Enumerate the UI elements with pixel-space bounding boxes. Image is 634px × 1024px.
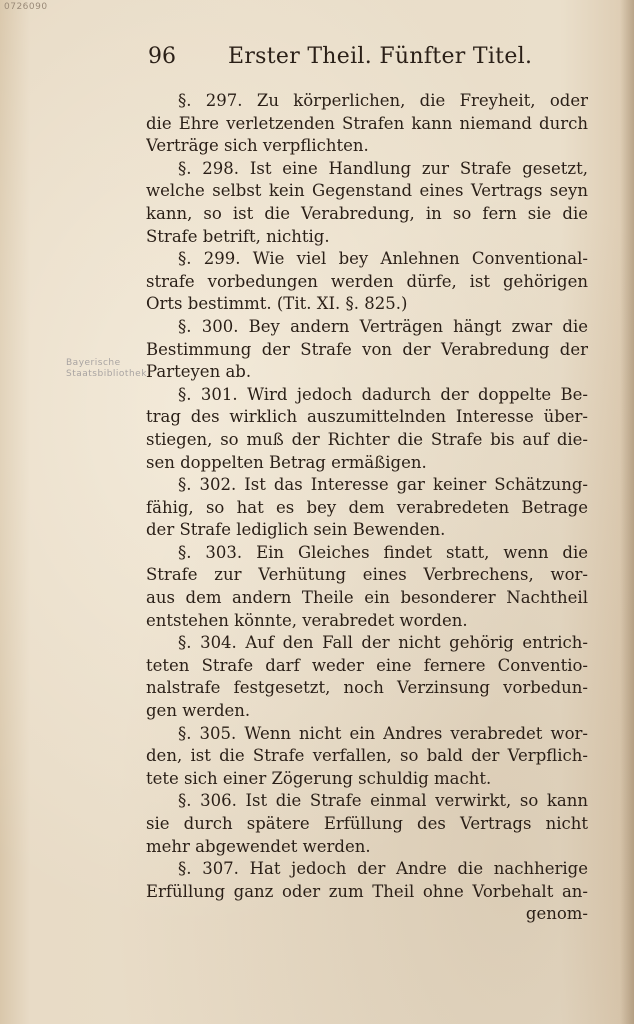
stamp-line: Staatsbibliothek	[66, 369, 147, 379]
text-line: §. 301. Wird jedoch dadurch der doppelte Be-	[178, 384, 588, 404]
text-line: tete sich einer Zögerung schuldig macht.	[146, 768, 492, 788]
running-title: Erster Theil. Fünfter Titel.	[228, 44, 533, 69]
text-line: §. 305. Wenn nicht ein Andres verabredet wor-	[178, 723, 588, 743]
text-line: fähig, so hat es bey dem verabredeten Betrage	[146, 497, 588, 517]
text-line: sie durch spätere Erfüllung des Vertrags nicht	[146, 814, 588, 833]
text-line: der Strafe lediglich sein Bewenden.	[146, 520, 446, 540]
text-line: §. 306. Ist die Strafe einmal verwirkt, so kann	[178, 791, 588, 811]
text-line: den, ist die Strafe verfallen, so bald der Verpflich-	[146, 746, 588, 766]
text-line: Strafe betrift, nichtig.	[146, 226, 330, 246]
text-line: strafe vorbedungen werden dürfe, ist gehörigen	[146, 271, 588, 291]
page-binding-shadow	[620, 0, 634, 1024]
text-line: Orts bestimmt. (Tit. XI. §. 825.)	[146, 294, 408, 314]
text-line: stiegen, so muß der Richter die Strafe bis auf die-	[146, 429, 588, 449]
text-line: kann, so ist die Verabredung, in so fern sie die	[146, 203, 588, 223]
text-line: §. 307. Hat jedoch der Andre die nachherige	[178, 859, 588, 879]
text-line: §. 300. Bey andern Verträgen hängt zwar die	[178, 316, 588, 336]
text-line: entstehen könnte, verabredet worden.	[146, 610, 468, 630]
text-line: §. 299. Wie viel bey Anlehnen Conventional-	[178, 249, 588, 269]
text-line: welche selbst kein Gegenstand eines Vertrags seyn	[146, 181, 588, 201]
text-line: nalstrafe festgesetzt, noch Verzinsung vorbedun-	[146, 678, 588, 698]
catalog-id: 0726090	[4, 2, 48, 12]
text-line: Bestimmung der Strafe von der Verabredung der	[146, 339, 588, 359]
page-number: 96	[148, 44, 176, 69]
text-line: mehr abgewendet werden.	[146, 836, 371, 856]
text-line: Verträge sich verpflichten.	[146, 136, 369, 156]
catchword: genom-	[525, 904, 588, 924]
text-line: aus dem andern Theile ein besonderer Nachtheil	[146, 588, 588, 608]
text-line: Strafe zur Verhütung eines Verbrechens, wor-	[146, 565, 588, 585]
text-line: teten Strafe darf weder eine fernere Conventio-	[146, 655, 588, 675]
text-line: §. 298. Ist eine Handlung zur Strafe gesetzt,	[178, 158, 588, 178]
text-line: §. 303. Ein Gleiches findet statt, wenn die	[178, 542, 588, 562]
text-line: §. 297. Zu körperlichen, die Freyheit, oder	[178, 91, 588, 110]
text-line: trag des wirklich auszumittelnden Interesse über-	[146, 407, 588, 427]
text-line: §. 304. Auf den Fall der nicht gehörig entrich-	[178, 633, 588, 653]
text-line: die Ehre verletzenden Strafen kann niemand durch	[146, 113, 588, 133]
body-text	[146, 90, 588, 926]
text-line: Erfüllung ganz oder zum Theil ohne Vorbehalt an-	[146, 881, 588, 901]
text-line: sen doppelten Betrag ermäßigen.	[146, 452, 427, 472]
library-stamp	[66, 358, 147, 380]
text-line: gen werden.	[146, 701, 251, 721]
stamp-line: Bayerische	[66, 358, 121, 368]
text-line: Parteyen ab.	[146, 362, 252, 382]
text-line: §. 302. Ist das Interesse gar keiner Schätzung-	[178, 475, 588, 495]
